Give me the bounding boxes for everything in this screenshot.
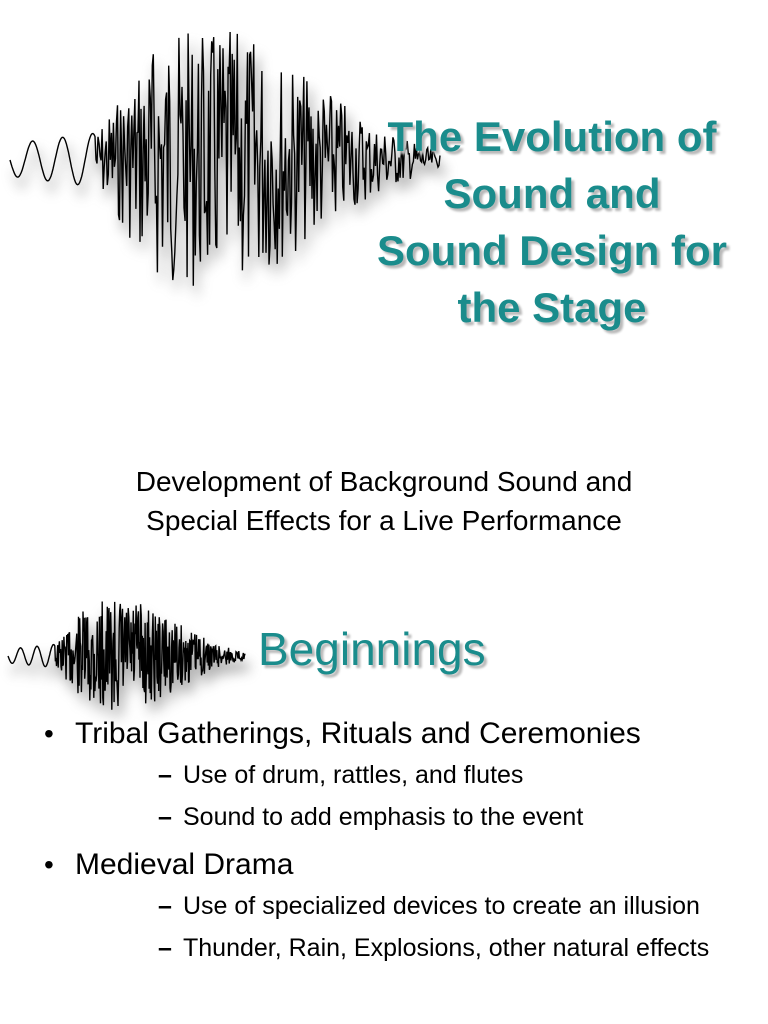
title-line: Sound Design for	[377, 227, 727, 274]
sound-waveform-icon	[0, 590, 260, 730]
subtitle-line: Development of Background Sound and	[135, 466, 633, 497]
slide-subtitle	[40, 462, 728, 540]
sub-bullet-item	[75, 800, 768, 835]
sub-bullet-text: Thunder, Rain, Explosions, other natural effects	[183, 934, 710, 962]
title-line: The Evolution of	[387, 113, 717, 160]
sub-bullet-item	[75, 758, 768, 793]
bullet-dash: –	[158, 892, 172, 920]
bullet-dash: –	[158, 934, 172, 962]
section-heading: Beginnings	[258, 623, 486, 675]
bullet-text: Tribal Gatherings, Rituals and Ceremonies	[75, 717, 641, 750]
bullet-dot: •	[44, 718, 54, 749]
sub-bullet-item	[75, 889, 768, 924]
bullet-item	[0, 845, 768, 966]
bullet-dash: –	[158, 803, 172, 831]
sub-bullet-item	[75, 931, 768, 966]
bullet-list	[0, 714, 768, 976]
slide-title-heading	[352, 108, 752, 336]
sub-bullet-list	[75, 758, 768, 835]
bullet-text: Medieval Drama	[75, 848, 294, 881]
subtitle-line: Special Effects for a Live Performance	[146, 505, 622, 536]
title-line: Sound and	[443, 170, 661, 217]
bullet-dot: •	[44, 849, 54, 880]
bullet-item	[0, 714, 768, 835]
sub-bullet-text: Use of specialized devices to create an illusion	[183, 892, 700, 920]
title-line: the Stage	[457, 284, 647, 331]
bullet-dash: –	[158, 761, 172, 789]
sub-bullet-list	[75, 889, 768, 966]
sub-bullet-text: Use of drum, rattles, and flutes	[183, 761, 524, 789]
sub-bullet-text: Sound to add emphasis to the event	[183, 803, 584, 831]
